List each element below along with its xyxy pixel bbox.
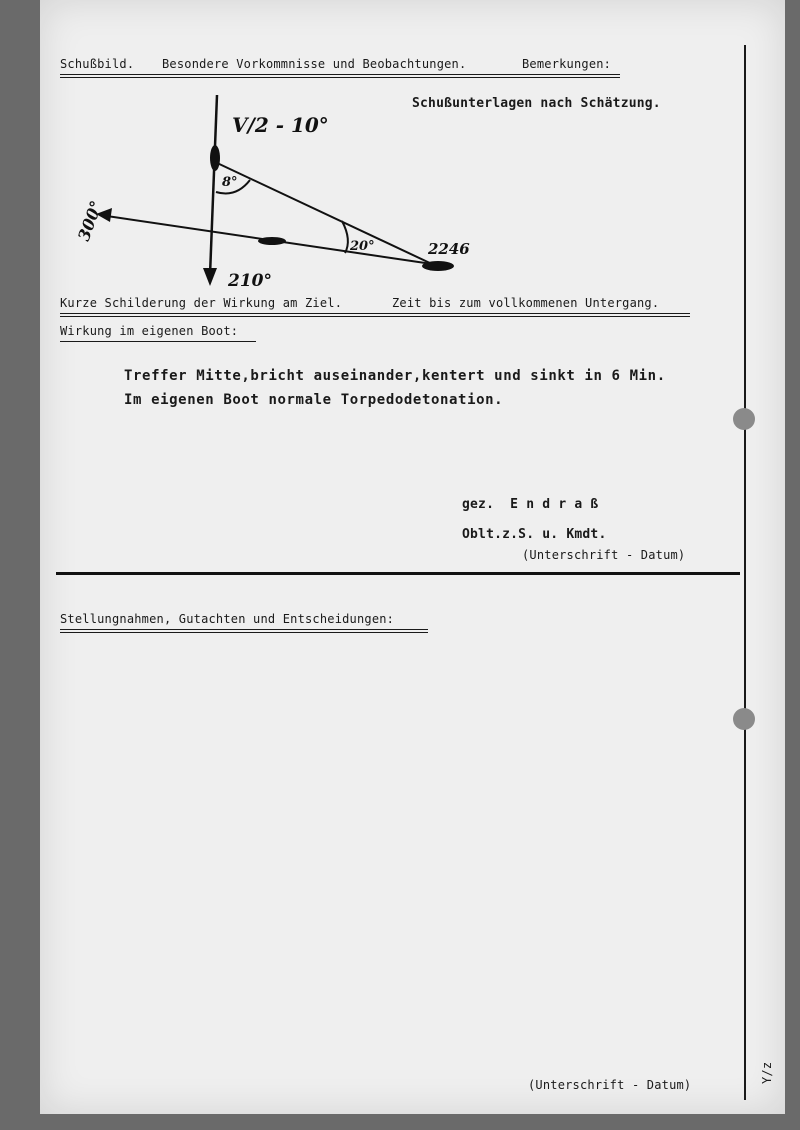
stellungnahmen-underline-2	[60, 632, 428, 633]
punch-hole-upper	[733, 408, 755, 430]
label-stellungnahmen: Stellungnahmen, Gutachten und Entscheidungen:	[60, 612, 395, 626]
header-underline-1	[60, 74, 620, 75]
signature-caption: (Unterschrift - Datum)	[522, 548, 686, 562]
signature-name: gez. E n d r a ß	[462, 497, 599, 512]
diagram-label-angle-large: 20°	[350, 239, 375, 254]
margin-note: Y/z	[760, 1061, 774, 1084]
label-vorkommnisse: Besondere Vorkommnisse und Beobachtungen.	[162, 57, 467, 71]
effect-underline-2	[60, 316, 690, 317]
label-zeit-untergang: Zeit bis zum vollkommenen Untergang.	[392, 296, 660, 310]
label-bemerkungen: Bemerkungen:	[522, 57, 612, 71]
diagram-label-top: V/2 - 10°	[232, 113, 329, 137]
signature-rank: Oblt.z.S. u. Kmdt.	[462, 527, 607, 542]
label-schilderung: Kurze Schilderung der Wirkung am Ziel.	[60, 296, 343, 310]
angle-arc-large	[342, 221, 348, 253]
stellungnahmen-underline-1	[60, 629, 428, 630]
course-line-vertical	[210, 95, 217, 275]
diagram-label-bottom: 210°	[228, 271, 272, 290]
diagram-label-angle-small: 8°	[222, 175, 238, 190]
hit-point-marker	[422, 261, 454, 271]
label-schussbild: Schußbild.	[60, 57, 135, 71]
own-boat-marker	[210, 145, 220, 171]
header-underline-2	[60, 77, 620, 78]
target-ship-marker	[258, 237, 286, 245]
label-eigenes-boot: Wirkung im eigenen Boot:	[60, 324, 239, 338]
diagram-label-left: 300°	[74, 198, 107, 244]
effect-line-1: Treffer Mitte,bricht auseinander,kentert und sinkt in 6 Min.	[124, 368, 666, 384]
effect-line-2: Im eigenen Boot normale Torpedodetonation.	[124, 392, 504, 408]
arrow-down-icon	[203, 268, 217, 286]
remarks-text: Schußunterlagen nach Schätzung.	[412, 96, 661, 111]
effect-underline-1	[60, 313, 690, 314]
right-margin-rule	[744, 45, 746, 1100]
assessment-signature-caption: (Unterschrift - Datum)	[528, 1078, 692, 1092]
eigenes-boot-underline	[60, 341, 256, 342]
section-divider	[56, 572, 740, 575]
shot-diagram	[60, 90, 500, 290]
punch-hole-lower	[733, 708, 755, 730]
diagram-label-time: 2246	[428, 240, 470, 258]
